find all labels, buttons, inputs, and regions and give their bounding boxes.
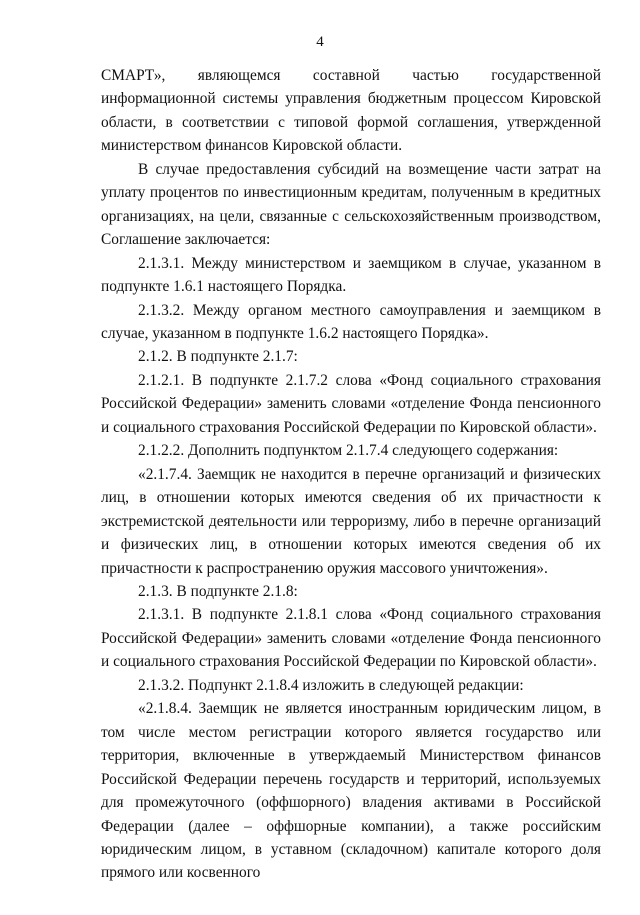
paragraph-2-1-2-1: 2.1.2.1. В подпункте 2.1.7.2 слова «Фонд социального страхования Российской Федерации» заменить словами «отделение Фонда пенсионного и социального страхования Российской Федерации по Кировской области». [101, 371, 601, 436]
paragraph-2-1-3-2-second: 2.1.3.2. Подпункт 2.1.8.4 изложить в следующей редакции: [138, 676, 524, 694]
paragraph-subsidy-case: В случае предоставления субсидий на возмещение части затрат на уплату процентов по инвестиционным кредитам, полученным в кредитных организациях, на цели, связанные с сельскохозяйственным производством, Соглашение заключается: [101, 160, 601, 249]
paragraph-2-1-3-2-first: 2.1.3.2. Между органом местного самоуправления и заемщиком в случае, указанном в подпункте 1.6.2 настоящего Порядка». [101, 301, 601, 342]
paragraph-2-1-8-4: «2.1.8.4. Заемщик не является иностранным юридическим лицом, в том числе местом регистрации которого является государство или территория, включенные в утверждаемый Министерством финансов Российской Федерации перечень государств и территорий, используемых для промежуточного (оффшорного) владения активами в Российской Федерации (далее – оффшорные компании), а также российским юридическим лицом, в уставном (складочном) капитале которого доля прямого или косвенного [101, 700, 601, 882]
paragraph-2-1-3-1-second: 2.1.3.1. В подпункте 2.1.8.1 слова «Фонд социального страхования Российской Федерации» заменить словами «отделение Фонда пенсионного и социального страхования Российской Федерации по Кировской области». [101, 606, 601, 671]
paragraph-2-1-3-1-first: 2.1.3.1. Между министерством и заемщиком в случае, указанном в подпункте 1.6.1 настоящего Порядка. [101, 254, 601, 296]
paragraph-smart-system: СМАРТ», являющемся составной частью государственной информационной системы управления бюджетным процессом Кировской области, в соответствии с типовой формой соглашения, утвержденной министерством финансов Кировской области. [101, 67, 601, 155]
page-number: 4 [316, 34, 324, 50]
document-body [101, 64, 601, 885]
paragraph-2-1-7-4: «2.1.7.4. Заемщик не находится в перечне организаций и физических лиц, в отношении которых имеются сведения об их причастности к экстремистской деятельности или терроризму, либо в перечне организаций и физических лиц, в отношении которых имеются сведения об их причастности к распространению оружия массового уничтожения». [101, 465, 601, 577]
paragraph-2-1-2: 2.1.2. В подпункте 2.1.7: [138, 348, 298, 366]
paragraph-2-1-2-2: 2.1.2.2. Дополнить подпунктом 2.1.7.4 следующего содержания: [138, 442, 559, 460]
paragraph-2-1-3: 2.1.3. В подпункте 2.1.8: [138, 582, 298, 600]
